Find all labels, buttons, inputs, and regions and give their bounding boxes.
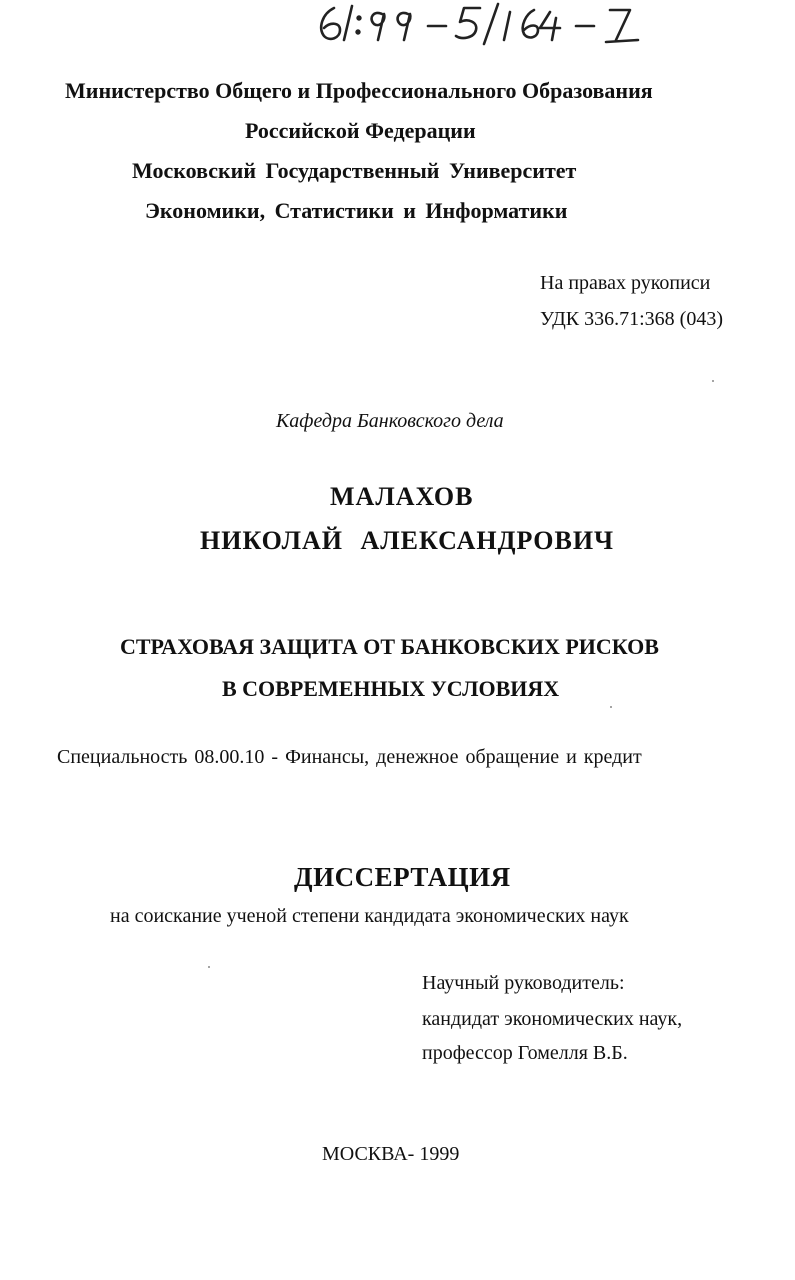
scan-speck	[208, 966, 210, 968]
city-year: МОСКВА- 1999	[322, 1143, 460, 1165]
university-name-line2: Экономики, Статистики и Информатики	[145, 198, 568, 223]
author-given-names: НИКОЛАЙ АЛЕКСАНДРОВИЧ	[200, 526, 615, 555]
degree-sought: на соискание ученой степени кандидата экономических наук	[110, 905, 629, 927]
author-surname: МАЛАХОВ	[330, 482, 474, 511]
advisor-degree: кандидат экономических наук,	[422, 1008, 683, 1030]
thesis-title-line2: В СОВРЕМЕННЫХ УСЛОВИЯХ	[222, 676, 560, 701]
scan-speck	[712, 380, 714, 382]
handwritten-archive-number	[312, 0, 692, 48]
advisor-role: Научный руководитель:	[422, 972, 625, 994]
udc-code: УДК 336.71:368 (043)	[540, 308, 723, 330]
manuscript-rights: На правах рукописи	[540, 272, 711, 294]
ministry-name: Министерство Общего и Профессионального Образования	[65, 78, 653, 103]
department-name: Кафедра Банковского дела	[276, 410, 504, 432]
thesis-title-line1: СТРАХОВАЯ ЗАЩИТА ОТ БАНКОВСКИХ РИСКОВ	[120, 634, 659, 659]
advisor-name: профессор Гомелля В.Б.	[422, 1042, 628, 1064]
scan-speck	[610, 706, 612, 708]
document-type: ДИССЕРТАЦИЯ	[294, 862, 511, 892]
specialty: Специальность 08.00.10 - Финансы, денежное обращение и кредит	[57, 746, 642, 768]
university-name-line1: Московский Государственный Университет	[132, 158, 577, 183]
federation-name: Российской Федерации	[245, 118, 476, 143]
